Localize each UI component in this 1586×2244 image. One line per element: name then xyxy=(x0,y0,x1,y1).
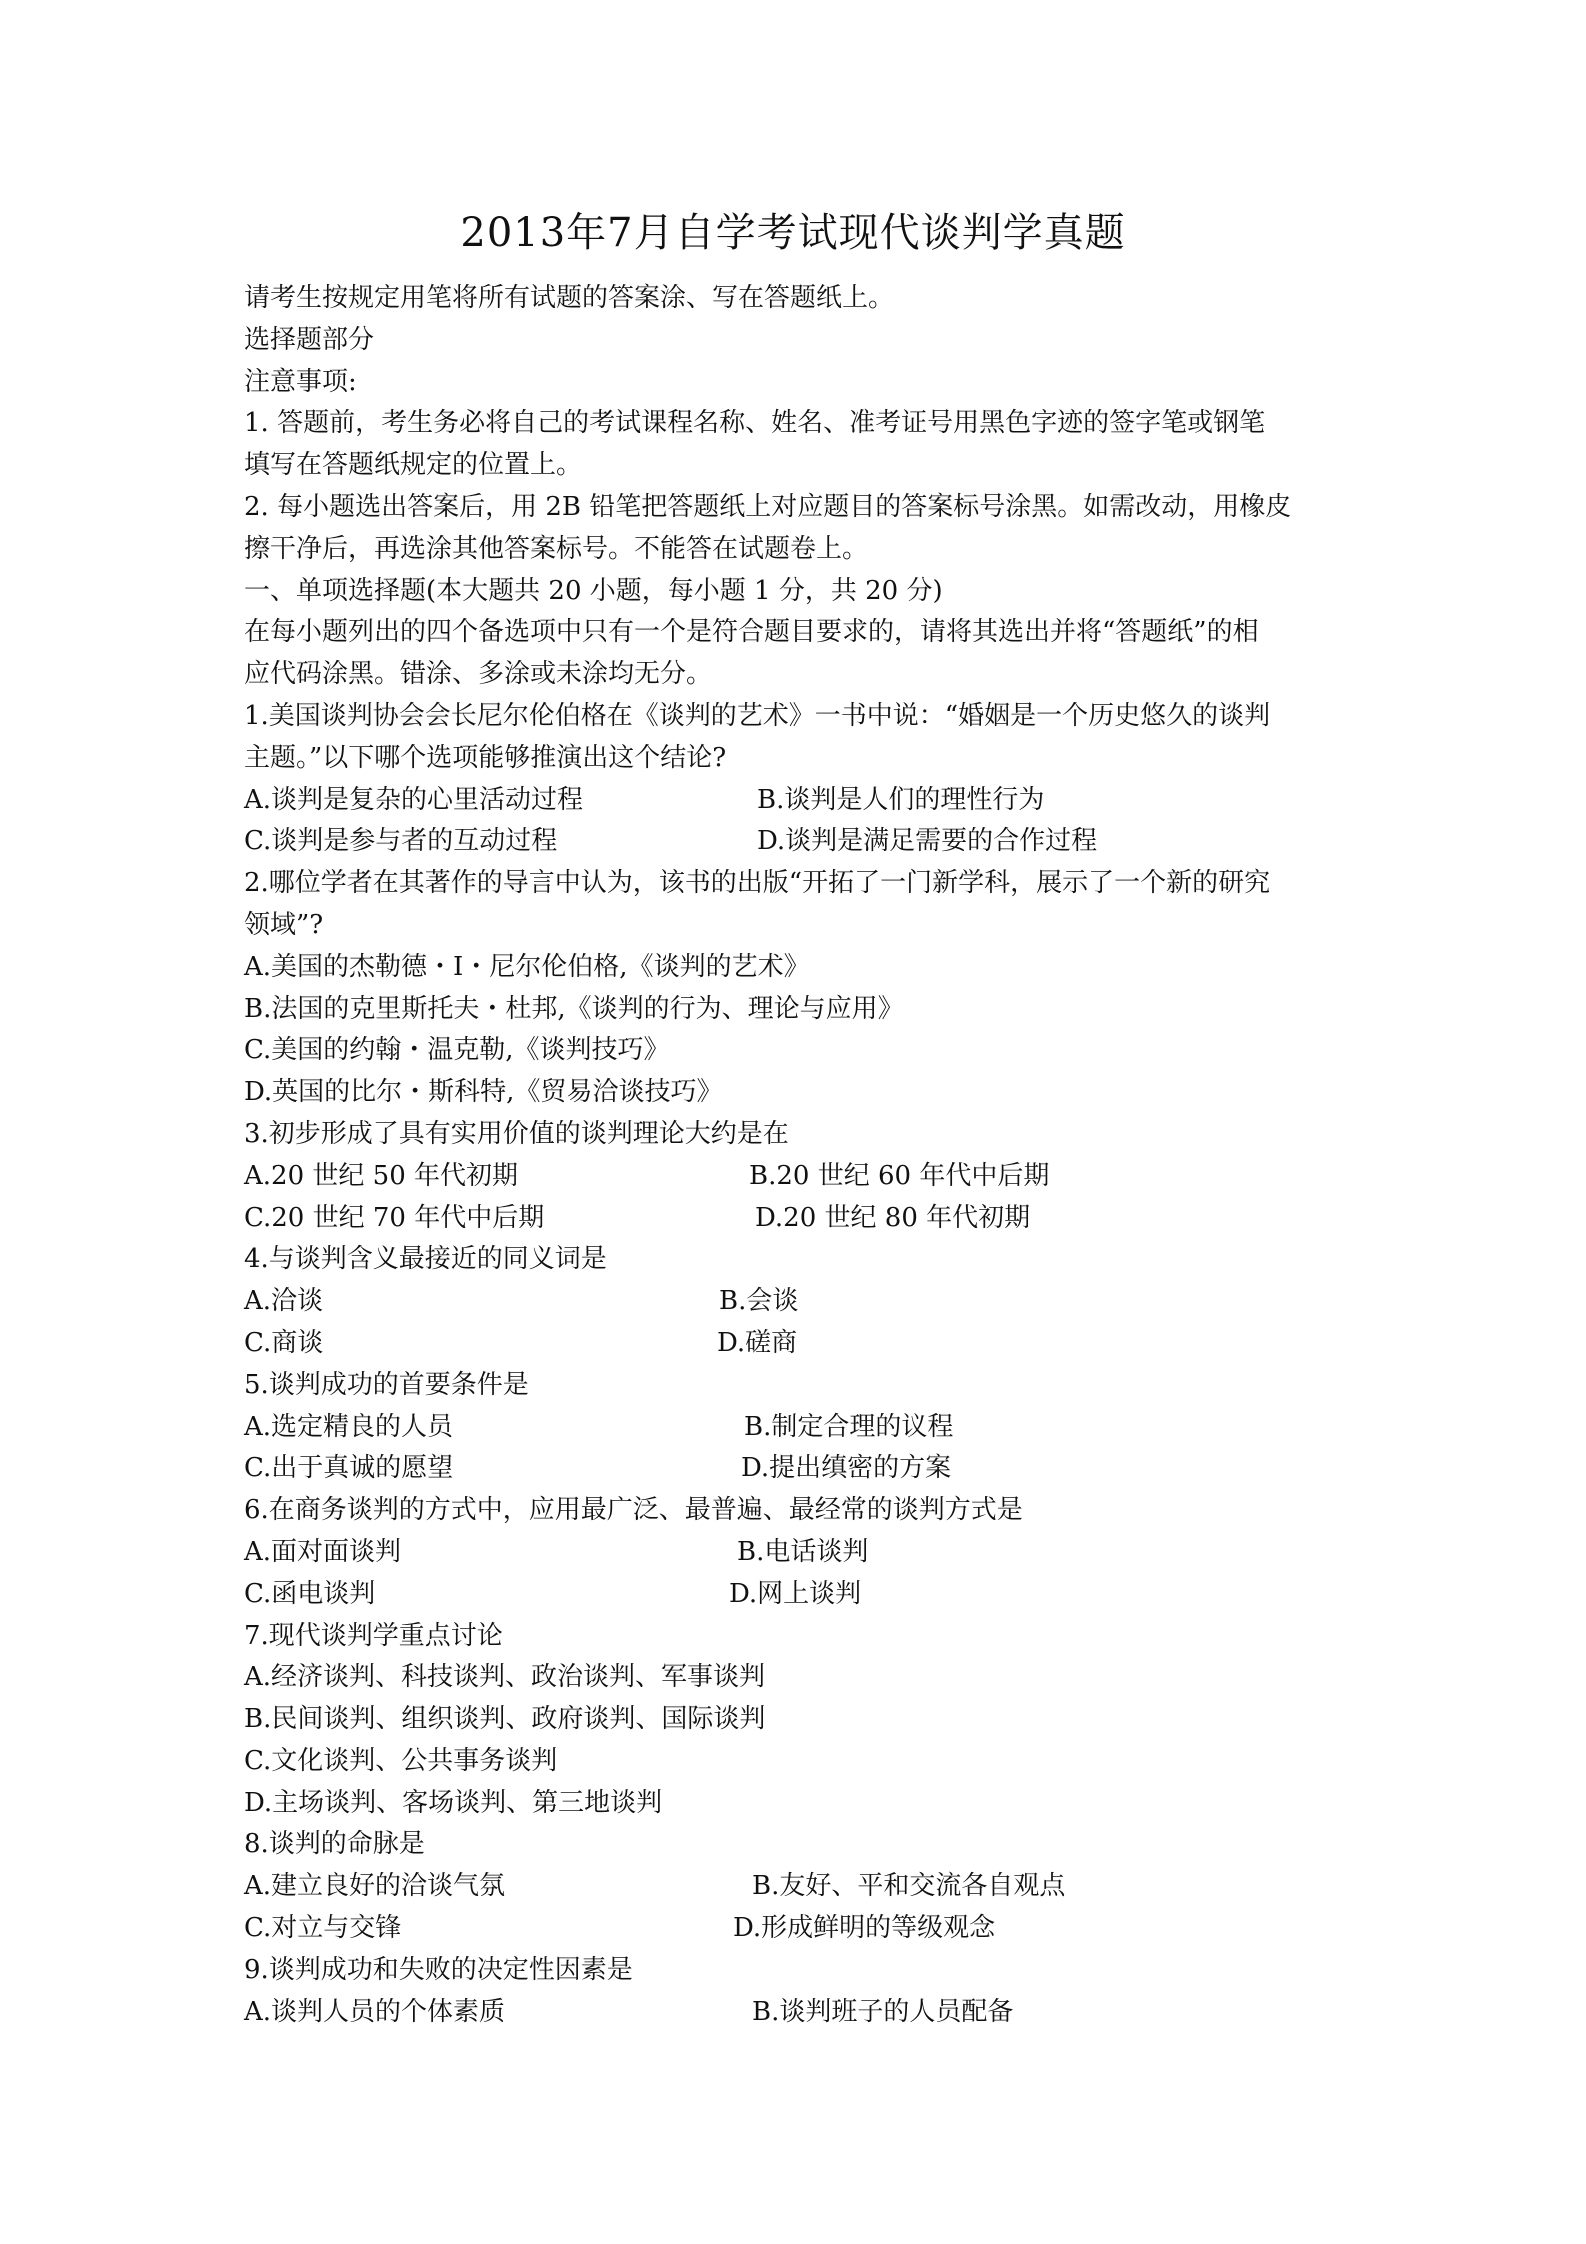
question-stem-cont: 领域”? xyxy=(244,909,324,940)
option-row xyxy=(244,1407,1364,1449)
question-stem: 1.美国谈判协会会长尼尔伦伯格在《谈判的艺术》一书中说：“婚姻是一个历史悠久的谈判 xyxy=(244,700,1271,731)
notice-item-2-cont: 擦干净后，再选涂其他答案标号。不能答在试题卷上。 xyxy=(244,533,869,564)
notice-item-1: 1. 答题前，考生务必将自己的考试课程名称、姓名、准考证号用黑色字迹的签字笔或钢笔 xyxy=(244,408,1266,439)
part-instruction-cont: 应代码涂黑。错涂、多涂或未涂均无分。 xyxy=(244,659,713,690)
question-stem: 8.谈判的命脉是 xyxy=(244,1829,425,1860)
option-row xyxy=(244,780,1364,822)
question-stem: 5.谈判成功的首要条件是 xyxy=(244,1369,529,1400)
exam-instruction: 请考生按规定用笔将所有试题的答案涂、写在答题纸上。 xyxy=(244,283,895,313)
part-heading: 一、单项选择题(本大题共 20 小题，每小题 1 分，共 20 分) xyxy=(244,575,943,606)
option-row xyxy=(244,1156,1364,1198)
document-body xyxy=(244,278,1364,2033)
option-d: D.谈判是满足需要的合作过程 xyxy=(757,826,1098,857)
option-b: B.谈判是人们的理性行为 xyxy=(757,784,1045,815)
option-a: A.选定精良的人员 xyxy=(244,1411,454,1442)
option-b: B.电话谈判 xyxy=(737,1536,869,1567)
option-a: A.谈判是复杂的心里活动过程 xyxy=(244,784,584,815)
option-b: B.会谈 xyxy=(719,1286,799,1317)
option-d: D.主场谈判、客场谈判、第三地谈判 xyxy=(244,1787,663,1818)
page-title: 2013年7月自学考试现代谈判学真题 xyxy=(460,210,1126,256)
option-row xyxy=(244,1281,1364,1323)
notice-item-1-cont: 填写在答题纸规定的位置上。 xyxy=(244,450,583,481)
option-a: A.建立良好的洽谈气氛 xyxy=(244,1871,506,1902)
question-stem: 6.在商务谈判的方式中，应用最广泛、最普遍、最经常的谈判方式是 xyxy=(244,1495,1023,1526)
option-b: B.民间谈判、组织谈判、政府谈判、国际谈判 xyxy=(244,1704,766,1735)
question-stem: 4.与谈判含义最接近的同义词是 xyxy=(244,1244,607,1275)
option-row xyxy=(244,1574,1364,1616)
option-row xyxy=(244,1448,1364,1490)
option-a: A.经济谈判、科技谈判、政治谈判、军事谈判 xyxy=(244,1662,766,1693)
option-b: B.谈判班子的人员配备 xyxy=(752,1996,1014,2027)
option-c: C.20 世纪 70 年代中后期 xyxy=(244,1202,545,1233)
option-c: C.出于真诚的愿望 xyxy=(244,1453,454,1484)
option-c: C.谈判是参与者的互动过程 xyxy=(244,826,558,857)
option-row xyxy=(244,1198,1364,1240)
option-row xyxy=(244,1992,1364,2034)
option-a: A.美国的杰勒德・I・尼尔伦伯格,《谈判的艺术》 xyxy=(244,951,810,982)
option-row xyxy=(244,1866,1364,1908)
option-b: B.20 世纪 60 年代中后期 xyxy=(749,1160,1050,1191)
option-a: A.20 世纪 50 年代初期 xyxy=(244,1160,519,1191)
question-stem: 2.哪位学者在其著作的导言中认为，该书的出版“开拓了一门新学科，展示了一个新的研究 xyxy=(244,868,1271,899)
question-stem: 7.现代谈判学重点讨论 xyxy=(244,1620,503,1651)
option-b: B.法国的克里斯托夫・杜邦,《谈判的行为、理论与应用》 xyxy=(244,993,904,1024)
option-c: C.美国的约翰・温克勒,《谈判技巧》 xyxy=(244,1035,670,1066)
option-row xyxy=(244,1908,1364,1950)
option-a: A.谈判人员的个体素质 xyxy=(244,1996,506,2027)
option-a: A.面对面谈判 xyxy=(244,1536,402,1567)
option-row xyxy=(244,1532,1364,1574)
option-d: D.磋商 xyxy=(717,1327,798,1358)
option-b: B.友好、平和交流各自观点 xyxy=(752,1871,1066,1902)
part-instruction: 在每小题列出的四个备选项中只有一个是符合题目要求的，请将其选出并将“答题纸”的相 xyxy=(244,617,1259,648)
option-b: B.制定合理的议程 xyxy=(744,1411,954,1442)
option-d: D.英国的比尔・斯科特,《贸易洽谈技巧》 xyxy=(244,1077,723,1108)
option-row xyxy=(244,821,1364,863)
question-stem: 9.谈判成功和失败的决定性因素是 xyxy=(244,1954,633,1985)
option-d: D.20 世纪 80 年代初期 xyxy=(755,1202,1031,1233)
option-d: D.形成鲜明的等级观念 xyxy=(733,1913,996,1944)
section-heading: 选择题部分 xyxy=(244,324,375,355)
option-a: A.洽谈 xyxy=(244,1286,324,1317)
option-c: C.函电谈判 xyxy=(244,1578,376,1609)
question-stem: 3.初步形成了具有实用价值的谈判理论大约是在 xyxy=(244,1118,789,1149)
notice-heading: 注意事项: xyxy=(244,366,357,397)
option-c: C.文化谈判、公共事务谈判 xyxy=(244,1745,558,1776)
question-stem-cont: 主题。”以下哪个选项能够推演出这个结论? xyxy=(244,742,727,773)
option-d: D.提出缜密的方案 xyxy=(741,1453,952,1484)
option-d: D.网上谈判 xyxy=(729,1578,862,1609)
option-c: C.商谈 xyxy=(244,1327,324,1358)
option-c: C.对立与交锋 xyxy=(244,1913,402,1944)
option-row xyxy=(244,1323,1364,1365)
notice-item-2: 2. 每小题选出答案后，用 2B 铅笔把答题纸上对应题目的答案标号涂黑。如需改动，用橡皮 xyxy=(244,491,1292,522)
